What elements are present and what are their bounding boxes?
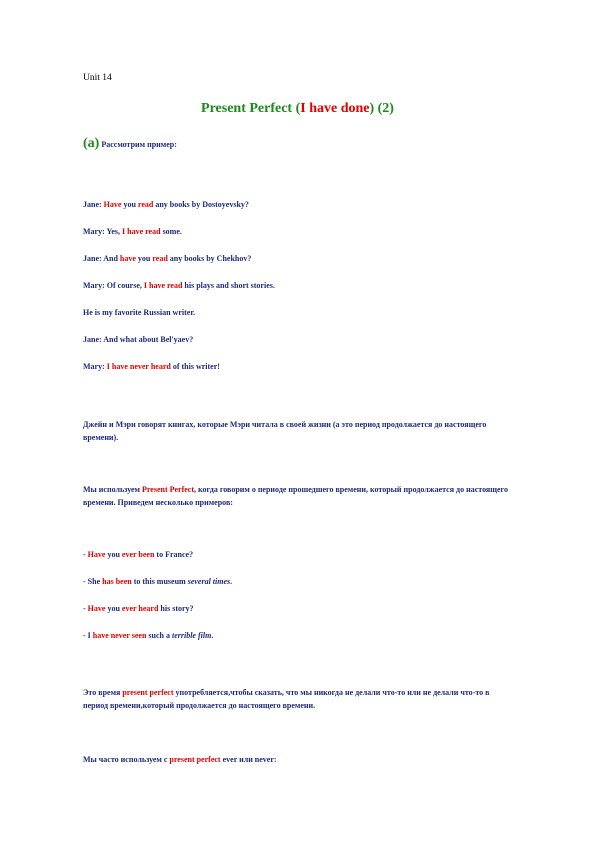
text-segment: of this writer! [170,362,220,371]
example-line [83,577,232,586]
text-segment: Jane: And what about Bel'yaev? [83,335,194,344]
text-segment: any books by Chekhov? [167,254,252,263]
dialogue-line [83,335,193,344]
text-segment: - [83,550,88,559]
text-segment: Мы используем [83,485,142,494]
dialogue-line [83,227,182,236]
highlight-segment: I have read [122,227,161,236]
text-segment: - She [83,577,103,586]
usage-paragraph [83,483,513,509]
section-letter: (a) [83,136,100,151]
text-segment: any books by Dostoyevsky? [153,200,249,209]
section-a-heading [83,136,177,152]
text-segment: you [105,604,122,613]
dialogue-line [83,281,275,290]
dialogue-line [83,200,249,209]
title-main: Present Perfect ( [201,101,301,116]
text-segment: to this museum [131,577,188,586]
highlight-segment: read [152,254,168,263]
example-line [83,631,213,640]
ever-never-paragraph [83,753,513,766]
text-segment: Это время [83,688,123,697]
dialogue-line [83,362,220,371]
highlight-segment: Have [87,550,106,559]
page-title [0,101,595,117]
text-segment: some. [160,227,182,236]
text-segment: his plays and short stories. [182,281,275,290]
text-segment: , когда говорим о периоде прошедшего времени, который продолжается до настоящего времени. Приведем несколько примеров: [83,485,508,507]
highlight-segment: Have [103,200,122,209]
highlight-segment: present perfect [169,755,221,764]
text-segment: Mary: Of course, [83,281,144,290]
highlight-segment: I have read [143,281,183,290]
italic-segment: several times [187,577,231,586]
text-segment: such a [146,631,172,640]
highlight-segment: read [137,200,154,209]
title-end: ) (2) [369,101,394,116]
text-segment: you [105,550,122,559]
italic-segment: terrible film [171,631,212,640]
text-segment: . [211,631,214,640]
text-segment: - I [83,631,93,640]
text-segment: употребляется,чтобы сказать, что мы никогда не делали что-то или не делали что-то в период времени,который продолжается до настоящего времени. [83,688,490,710]
highlight-segment: ever been [121,550,155,559]
text-segment: to France? [154,550,194,559]
text-segment: you [135,254,153,263]
text-segment: ever или never: [220,755,277,764]
text-segment: Мы часто используем с [83,755,170,764]
highlight-segment: have never seen [92,631,147,640]
text-segment: Mary: [83,362,107,371]
highlight-segment: Present Perfect [141,485,195,494]
text-segment: you [121,200,138,209]
highlight-segment: has been [102,577,132,586]
text-segment: his story? [158,604,194,613]
explanation-paragraph: Джейн и Мэри говорят книгах, которые Мэри читала в своей жизни (а это период продолжается до настоящего времени). [83,420,487,442]
example-line [83,550,193,559]
highlight-segment: ever heard [121,604,159,613]
highlight-segment: have [119,254,136,263]
title-highlight: I have done [300,101,370,116]
dialogue-line [83,254,251,263]
highlight-segment: I have never heard [106,362,171,371]
text-segment: He is my favorite Russian writer. [83,308,196,317]
unit-label: Unit 14 [83,73,112,83]
section-text: Рассмотрим пример: [99,140,177,149]
dialogue-line [83,308,195,317]
text-segment: Mary: Yes, [83,227,123,236]
highlight-segment: present perfect [122,688,174,697]
example-line [83,604,194,613]
text-segment: Jane: [83,200,104,209]
highlight-segment: Have [87,604,106,613]
rule-paragraph [83,686,513,712]
text-segment: - [83,604,88,613]
text-segment: . [230,577,233,586]
text-segment: Jane: And [83,254,120,263]
